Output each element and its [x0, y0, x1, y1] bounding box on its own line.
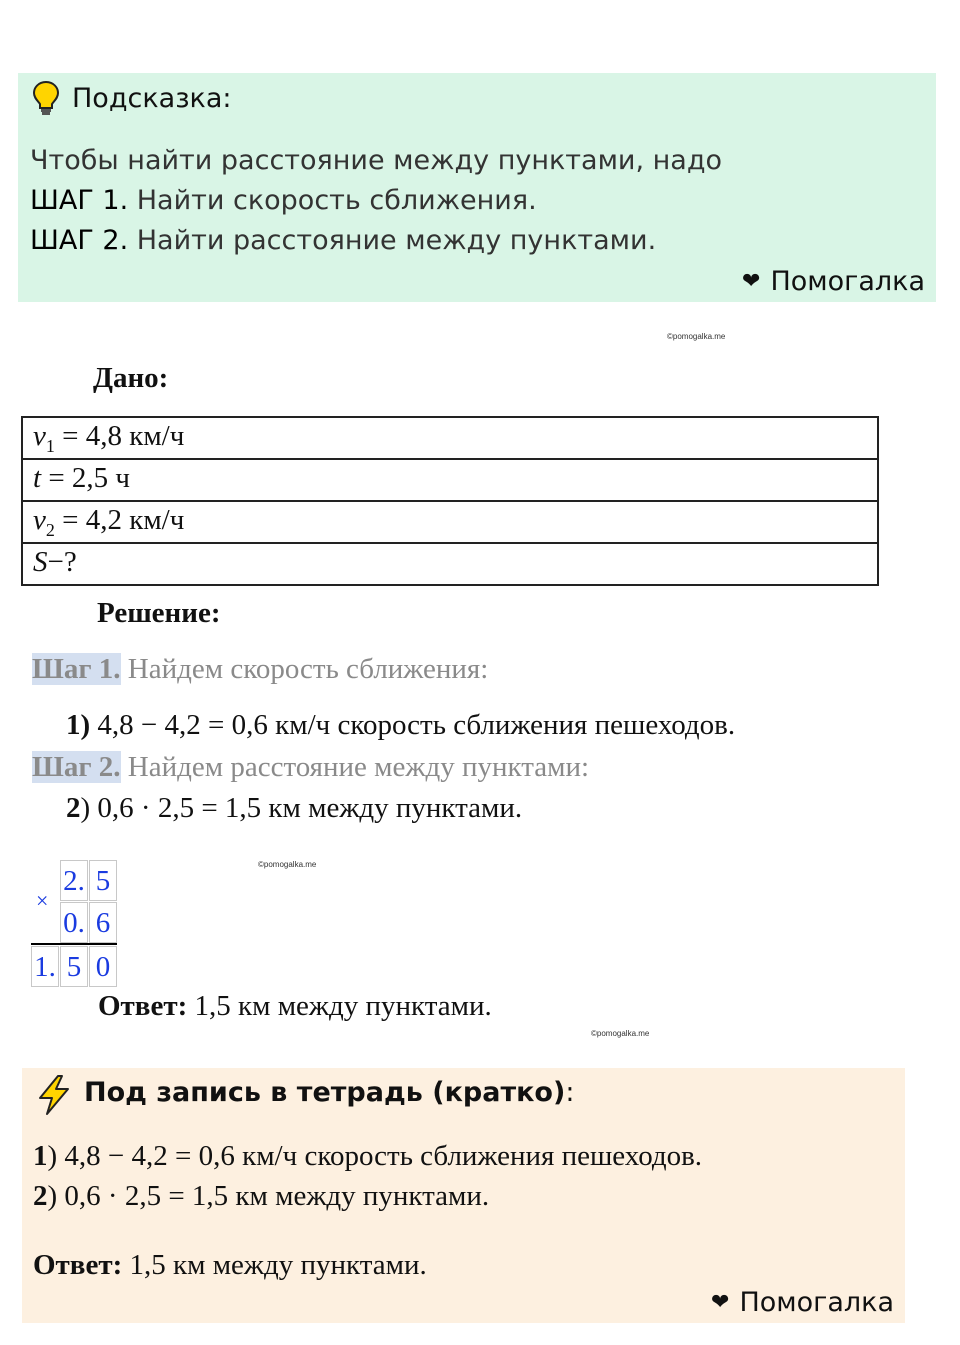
digit-cell: 5	[89, 860, 117, 901]
notebook-calc-1-number: 1	[33, 1140, 48, 1172]
notebook-calc-2-text: ) 0,6 · 2,5 = 1,5 км между пунктами.	[47, 1180, 490, 1212]
given-value: −?	[47, 545, 77, 578]
heart-icon: ❤	[711, 1290, 730, 1315]
digit-cell: 0	[89, 946, 117, 987]
watermark: ©pomogalka.me	[258, 860, 317, 869]
step-1-label: Шаг 1.	[32, 653, 121, 685]
given-row	[22, 417, 878, 459]
given-table	[21, 416, 879, 586]
answer-text: 1,5 км между пунктами.	[187, 990, 492, 1022]
notebook-answer-text: 1,5 км между пунктами.	[122, 1249, 427, 1281]
solution-step-2	[32, 751, 589, 784]
digit-cell: 6	[89, 902, 117, 943]
given-value: = 2,5 ч	[41, 461, 131, 494]
calc-2-number: 2	[66, 792, 81, 824]
digit-cell: 2.	[60, 860, 88, 901]
digit-cell: 0.	[60, 902, 88, 943]
digit-cell: 5	[60, 946, 88, 987]
given-var: v	[33, 503, 46, 536]
notebook-brand-text: Помогалка	[739, 1287, 894, 1318]
lightning-icon	[34, 1074, 74, 1116]
given-sub: 2	[45, 519, 55, 540]
calc-2	[66, 792, 522, 825]
watermark: ©pomogalka.me	[591, 1029, 650, 1038]
given-var: S	[33, 545, 48, 578]
lightbulb-icon	[32, 80, 60, 116]
given-row	[22, 543, 878, 585]
given-cell	[22, 543, 878, 585]
answer-label: Ответ:	[98, 990, 188, 1022]
hint-step-2	[30, 225, 656, 256]
given-cell	[22, 501, 878, 543]
given-var: t	[33, 461, 42, 494]
notebook-brand	[711, 1287, 894, 1318]
multiply-sign: ×	[36, 888, 49, 913]
calc-1-expression: 4,8 − 4,2 = 0,6 км/ч	[90, 709, 331, 741]
hint-step-2-label: ШАГ 2.	[30, 225, 129, 256]
column-multiplication	[31, 860, 119, 987]
step-2-text: Найдем расстояние между пунктами:	[120, 751, 590, 783]
calc-1-text: скорость сближения пешеходов.	[330, 709, 736, 741]
step-2-label: Шаг 2.	[32, 751, 121, 783]
notebook-answer	[33, 1249, 427, 1282]
given-value: = 4,8 км/ч	[54, 419, 185, 452]
calc-1	[66, 709, 735, 742]
given-cell	[22, 417, 878, 459]
given-var: v	[33, 419, 46, 452]
multiplication-line	[31, 943, 117, 945]
hint-line: Чтобы найти расстояние между пунктами, надо	[30, 145, 723, 176]
notebook-title	[84, 1077, 574, 1108]
calc-1-number: 1)	[66, 709, 91, 741]
notebook-answer-label: Ответ:	[33, 1249, 123, 1281]
notebook-calc-1	[33, 1140, 702, 1173]
notebook-title-colon: :	[565, 1077, 575, 1108]
heart-icon: ❤	[742, 269, 761, 294]
notebook-calc-1-text: ) 4,8 − 4,2 = 0,6 км/ч скорость сближения пешеходов.	[47, 1140, 703, 1172]
given-sub: 1	[45, 435, 55, 456]
given-row	[22, 459, 878, 501]
hint-step-1-text: Найти скорость сближения.	[128, 185, 537, 216]
calc-2-text: между пунктами.	[300, 792, 523, 824]
given-row	[22, 501, 878, 543]
hint-title: Подсказка:	[72, 83, 232, 114]
step-1-text: Найдем скорость сближения:	[120, 653, 489, 685]
given-cell	[22, 459, 878, 501]
given-title: Дано:	[93, 362, 169, 394]
hint-step-2-text: Найти расстояние между пунктами.	[128, 225, 657, 256]
hint-brand	[742, 266, 925, 297]
notebook-title-text: Под запись в тетрадь (кратко)	[84, 1077, 566, 1108]
solution-step-1	[32, 653, 488, 686]
hint-step-1	[30, 185, 537, 216]
notebook-calc-2	[33, 1180, 489, 1213]
solution-title: Решение:	[97, 597, 221, 629]
digit-cell: 1.	[31, 946, 59, 987]
watermark: ©pomogalka.me	[667, 332, 726, 341]
given-value: = 4,2 км/ч	[54, 503, 185, 536]
notebook-calc-2-number: 2	[33, 1180, 48, 1212]
hint-step-1-label: ШАГ 1.	[30, 185, 129, 216]
answer	[98, 990, 492, 1023]
hint-brand-text: Помогалка	[770, 266, 925, 297]
calc-2-expression: ) 0,6 · 2,5 = 1,5 км	[80, 792, 301, 824]
